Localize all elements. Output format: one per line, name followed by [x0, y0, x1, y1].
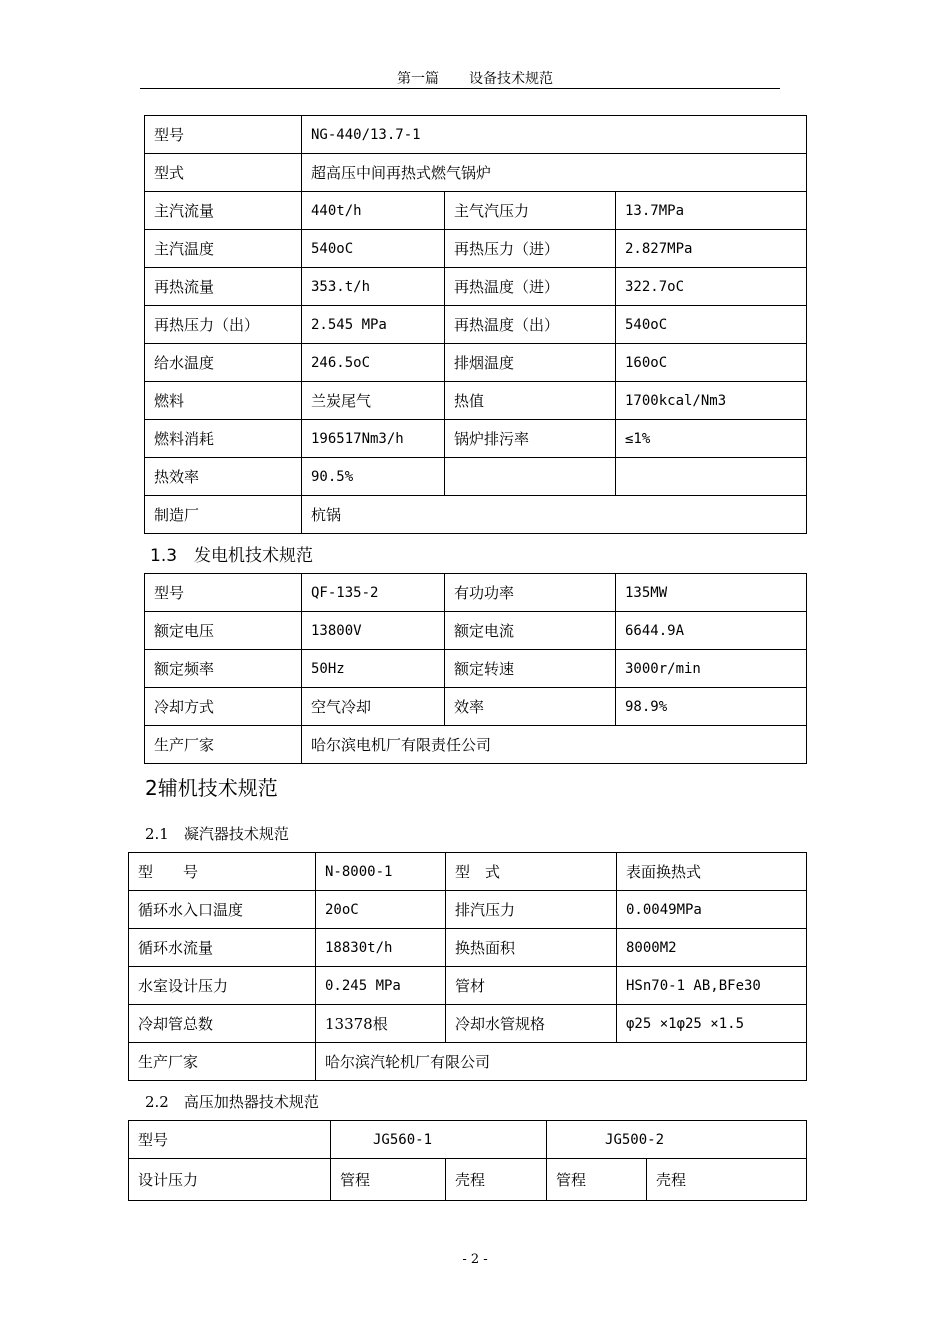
cell-value: 兰炭尾气: [302, 382, 445, 420]
cell-value: 50Hz: [302, 650, 445, 688]
table-row: [145, 458, 807, 496]
cell-label: 额定频率: [145, 650, 302, 688]
table-row: [145, 726, 807, 764]
cell-label: 循环水流量: [129, 929, 316, 967]
cell-label: 热效率: [145, 458, 302, 496]
cell-value: 353.t/h: [302, 268, 445, 306]
heater-heading: 2.2 高压加热器技术规范: [145, 1093, 319, 1111]
cell-label: 再热温度（进）: [445, 268, 616, 306]
cell-value: 196517Nm3/h: [302, 420, 445, 458]
shell-side-a: 壳程: [446, 1159, 547, 1201]
cell-label: 额定电压: [145, 612, 302, 650]
cell-label: 型号: [145, 574, 302, 612]
cell-value: [616, 458, 807, 496]
boiler-spec-table: [144, 115, 807, 534]
maker-value: 哈尔滨电机厂有限责任公司: [302, 726, 807, 764]
cell-label: 主汽流量: [145, 192, 302, 230]
cell-value: 0.245 MPa: [316, 967, 446, 1005]
table-row: [129, 1121, 807, 1159]
cell-label: 冷却水管规格: [446, 1005, 617, 1043]
maker-label: 生产厂家: [129, 1043, 316, 1081]
cell-value: 540oC: [616, 306, 807, 344]
cell-value: 表面换热式: [617, 853, 807, 891]
table-row: [145, 382, 807, 420]
cell-label: 再热温度（出）: [445, 306, 616, 344]
table-row: [145, 496, 807, 534]
header-part: 第一篇: [397, 71, 439, 87]
cell-label: 型 号: [129, 853, 316, 891]
type-value: 超高压中间再热式燃气锅炉: [302, 154, 807, 192]
cell-value: 空气冷却: [302, 688, 445, 726]
cell-value: 135MW: [616, 574, 807, 612]
model-value: NG-440/13.7-1: [302, 116, 807, 154]
shell-side-b: 壳程: [647, 1159, 807, 1201]
cell-label: 效率: [445, 688, 616, 726]
maker-value: 哈尔滨汽轮机厂有限公司: [316, 1043, 807, 1081]
cell-value: 6644.9A: [616, 612, 807, 650]
cell-value: QF-135-2: [302, 574, 445, 612]
cell-label: 再热流量: [145, 268, 302, 306]
cell-label: 有功功率: [445, 574, 616, 612]
table-row: [145, 574, 807, 612]
design-pressure-label: 设计压力: [129, 1159, 331, 1201]
type-label: 型式: [145, 154, 302, 192]
cell-value: 160oC: [616, 344, 807, 382]
cell-label: 给水温度: [145, 344, 302, 382]
maker-label: 生产厂家: [145, 726, 302, 764]
cell-value: ≤1%: [616, 420, 807, 458]
page-number: - 2 -: [462, 1252, 488, 1267]
table-row: [145, 612, 807, 650]
heater-model-a: JG560-1: [331, 1121, 547, 1159]
table-row: [129, 853, 807, 891]
table-row: [129, 891, 807, 929]
cell-value: φ25 ×1φ25 ×1.5: [617, 1005, 807, 1043]
table-row: [145, 230, 807, 268]
condenser-heading: 2.1 凝汽器技术规范: [145, 825, 289, 843]
table-row: [145, 650, 807, 688]
table-row: [145, 420, 807, 458]
cell-label: 主汽温度: [145, 230, 302, 268]
table-row: [145, 688, 807, 726]
condenser-spec-table: [128, 852, 807, 1081]
cell-value: 13378根: [316, 1005, 446, 1043]
aux-heading: 2辅机技术规范: [145, 776, 278, 800]
cell-label: 换热面积: [446, 929, 617, 967]
table-row: [129, 1005, 807, 1043]
cell-value: 8000M2: [617, 929, 807, 967]
cell-value: 13.7MPa: [616, 192, 807, 230]
heater-spec-table: [128, 1120, 807, 1201]
tube-side-b: 管程: [547, 1159, 647, 1201]
cell-value: 3000r/min: [616, 650, 807, 688]
cell-label: 循环水入口温度: [129, 891, 316, 929]
cell-label: 型 式: [446, 853, 617, 891]
table-row: [145, 306, 807, 344]
cell-label: 再热压力（进）: [445, 230, 616, 268]
cell-value: HSn70-1 AB,BFe30: [617, 967, 807, 1005]
cell-value: 1700kcal/Nm3: [616, 382, 807, 420]
cell-value: 98.9%: [616, 688, 807, 726]
header-title: 设备技术规范: [469, 71, 553, 87]
model-label: 型号: [145, 116, 302, 154]
cell-value: 20oC: [316, 891, 446, 929]
cell-label: 排汽压力: [446, 891, 617, 929]
cell-label: 热值: [445, 382, 616, 420]
table-row: [129, 1043, 807, 1081]
cell-value: 18830t/h: [316, 929, 446, 967]
heater-model-b: JG500-2: [547, 1121, 807, 1159]
table-row: [129, 1159, 807, 1201]
cell-value: 440t/h: [302, 192, 445, 230]
cell-value: 0.0049MPa: [617, 891, 807, 929]
cell-value: 2.827MPa: [616, 230, 807, 268]
cell-label: 冷却方式: [145, 688, 302, 726]
cell-label: 燃料消耗: [145, 420, 302, 458]
maker-label: 制造厂: [145, 496, 302, 534]
cell-value: 90.5%: [302, 458, 445, 496]
tube-side-a: 管程: [331, 1159, 446, 1201]
cell-label: 燃料: [145, 382, 302, 420]
cell-label: 再热压力（出）: [145, 306, 302, 344]
generator-spec-table: [144, 573, 807, 764]
table-row: [145, 344, 807, 382]
cell-label: 额定转速: [445, 650, 616, 688]
cell-value: 2.545 MPa: [302, 306, 445, 344]
table-row: [145, 116, 807, 154]
cell-value: 13800V: [302, 612, 445, 650]
maker-value: 杭锅: [302, 496, 807, 534]
cell-value: 322.7oC: [616, 268, 807, 306]
generator-heading: 1.3 发电机技术规范: [150, 546, 314, 566]
cell-label: 主气汽压力: [445, 192, 616, 230]
table-row: [145, 154, 807, 192]
cell-label: 锅炉排污率: [445, 420, 616, 458]
cell-label: 管材: [446, 967, 617, 1005]
table-row: [129, 967, 807, 1005]
page-header: [0, 68, 950, 88]
cell-label: 额定电流: [445, 612, 616, 650]
cell-value: 540oC: [302, 230, 445, 268]
cell-value: N-8000-1: [316, 853, 446, 891]
cell-label: 冷却管总数: [129, 1005, 316, 1043]
cell-label: 排烟温度: [445, 344, 616, 382]
heater-model-label: 型号: [129, 1121, 331, 1159]
table-row: [145, 268, 807, 306]
cell-value: 246.5oC: [302, 344, 445, 382]
table-row: [129, 929, 807, 967]
cell-label: [445, 458, 616, 496]
header-rule: [140, 88, 780, 89]
cell-label: 水室设计压力: [129, 967, 316, 1005]
table-row: [145, 192, 807, 230]
